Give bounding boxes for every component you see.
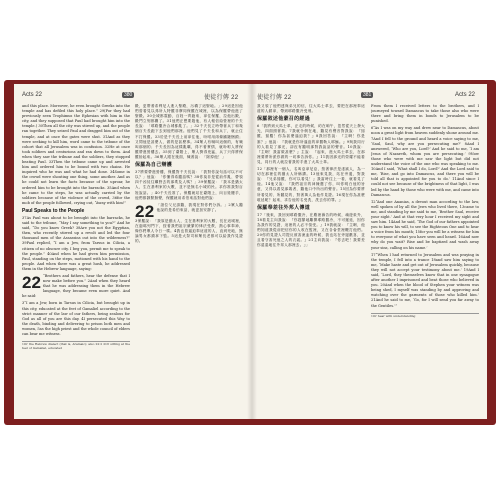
left-english-column	[22, 104, 130, 410]
book-gutter	[247, 84, 257, 419]
left-zh-heading: 保羅為自己辯護	[135, 162, 173, 169]
left-header-chinese: 使徒行傳 22	[204, 95, 239, 101]
left-en-chapter-paragraph: 22 “Brothers and fathers, hear the defense that I now make before you.” 2And when they heard that he was addressing them in the Hebrew language, they became even more quiet. And he said:	[22, 273, 130, 299]
left-header-reference: Acts 22	[22, 92, 43, 98]
left-page	[14, 84, 252, 419]
left-chinese-column	[135, 104, 243, 410]
right-en-paragraph-4: 17“When I had returned to Jerusalem and was praying in the temple, I fell into a trance 18and saw him saying to me, ‘Make haste and get out of Jerusalem quickly, because they will not accept your testimony about me.’ 19And I said, ‘Lord, they themselves know that in one synagogue after another I imprisoned and beat those who believed in you. 20And when the blood of Stephen your witness was being shed, I myself was standing by and approving and watching over the garments of those who killed him.’ 21And he said to me, ‘Go, for I will send you far away to the Gentiles.’”	[371, 252, 479, 308]
right-en-paragraph-2: 6“As I was on my way and drew near to Damascus, about noon a great light from heaven suddenly shone around me. 7And I fell to the ground and heard a voice saying to me, ‘Saul, Saul, why are you persecuting me?’ 8And I answered, ‘Who are you, Lord?’ And he said to me, ‘I am Jesus of Nazareth, whom you are persecuting.’ 9Now those who were with me saw the light but did not understand the voice of the one who was speaking to me. 10And I said, ‘What shall I do, Lord?’ And the Lord said to me, ‘Rise, and go into Damascus, and there you will be told all that is appointed for you to do.’ 11And since I could not see because of the brightness of that light, I was led by the hand by those who were with me, and came into Damascus.	[371, 126, 479, 197]
left-en-paragraph-1: and this place. Moreover, he even brought Greeks into the temple and has defiled this holy place.” 29(For they had previously seen Trophimus the Ephesian with him in the city, and they supposed that Paul had brought him into the temple.) 30Then all the city was stirred up, and the people ran together. They seized Paul and dragged him out of the temple, and at once the gates were shut. 31And as they were seeking to kill him, word came to the tribune of the cohort that all Jerusalem was in confusion. 32He at once took soldiers and centurions and ran down to them. And when they saw the tribune and the soldiers, they stopped beating Paul. 33Then the tribune came up and arrested him and ordered him to be bound with two chains. He inquired who he was and what he had done. 34Some in the crowd were shouting one thing, some another. And as he could not learn the facts because of the uproar, he ordered him to be brought into the barracks. 35And when he came to the steps, he was actually carried by the soldiers because of the violence of the crowd, 36for the mob of the people followed, crying out, “Away with him!”	[22, 104, 130, 205]
right-chinese-column	[257, 104, 365, 410]
right-english-column	[371, 104, 479, 410]
right-zh-paragraph-1: 我又領了他們達與弟兄的信，往大馬士革去，要把在那裡奉這道的人鎖拿，帶到耶路撒冷受刑。	[257, 104, 365, 114]
right-page-number: 381	[363, 92, 372, 98]
left-zh-paragraph-1: 殿，更帶著希利尼人進入聖殿，污穢了這聖地。」29這是因他們曾看見以弗所人特羅非摩同保羅在城裡，以為保羅帶他進了聖殿。30全城都震動，百姓一齊跑來，拿住保羅，拉他出殿，殿門立刻都關了。31他們正想要殺他，有人報信給營裡的千夫長說：「耶路撒冷合城都亂了。」32千夫長立時帶著兵丁和幾個百夫長跑下去到他們那裡。他們見了千夫長和兵丁，就止住不打保羅。33於是千夫長上前拿住他，吩咐用兩條鐵鏈捆鎖；又問他是甚麼人，做的是甚麼事。34眾人有喊叫這個的，有喊叫那個的；千夫長因為這樣亂嚷，得不著實情，就吩咐人將保羅帶進營樓去。35到了臺階上，眾人擠得兇猛，兵丁只得將保羅抬起來。36眾人跟在後面，喊著說：「除掉他！」	[135, 104, 243, 159]
left-footnote: 1Or the Hebrew dialect (that is, Aramaic); also 22:2 2Or sitting at the feet of Gamaliel, educated	[22, 342, 130, 351]
left-en-paragraph-2: 37As Paul was about to be brought into the barracks, he said to the tribune, “May I say something to you?” And he said, “Do you know Greek? 38Are you not the Egyptian, then, who recently stirred up a revolt and led the four thousand men of the Assassins out into the wilderness?” 39Paul replied, “I am a Jew, from Tarsus in Cilicia, a citizen of no obscure city. I beg you, permit me to speak to the people.” 40And when he had given him permission, Paul, standing on the steps, motioned with his hand to the people. And when there was a great hush, he addressed them in the Hebrew language, saying:	[22, 215, 130, 271]
right-page	[251, 84, 487, 419]
right-en-paragraph-3: 12“And one Ananias, a devout man according to the law, well spoken of by all the Jews who lived there, 13came to me, and standing by me said to me, ‘Brother Saul, receive your sight.’ And at that very hour I received my sight and saw him. 14And he said, ‘The God of our fathers appointed you to know his will, to see the Righteous One and to hear a voice from his mouth; 15for you will be a witness for him to everyone of what you have seen and heard. 16And now why do you wait? Rise and be baptized and wash away your sins, calling on his name.’	[371, 199, 479, 250]
left-zh-chapter-number: 22	[135, 201, 155, 221]
right-zh-paragraph-2: 6「我將到大馬士革，正走的時候，約在晌午，忽然從天上發大光，四面照著我。7我就仆倒在地，聽見有聲音對我說：『掃羅，掃羅！你為甚麼逼迫我？』8我回答說：『主啊！你是誰？』他說：『我就是你所逼迫的拿撒勒人耶穌。』9與我同行的人看見了那光，卻沒有聽明那對我說話的聲音。10我說：『主啊！我當做甚麼？』主說：『起來，進大馬士革去，在那裡要將所派你做的一切事告訴你。』11我因那光的榮耀不能看見，同行的人就拉著我的手進了大馬士革。	[257, 124, 365, 164]
left-zh-chapter-paragraph: 22 「諸位父兄請聽，我現在對你們分訴。」2眾人聽他說的是希伯來話，就更加安靜了。	[135, 201, 243, 221]
right-header-reference: Acts 22	[455, 92, 476, 98]
right-zh-heading-1: 保羅敘述他蒙召的經過	[257, 116, 311, 123]
right-zh-heading-2: 保羅奉差往外邦人傳道	[257, 204, 311, 211]
left-zh-paragraph-2: 37將要帶進營樓，保羅對千夫長說：「我對你說句話可以不可以？」他說：「你懂得希臘話嗎？38你莫非是從前作亂、帶領四千凶徒往曠野去的那埃及人嗎？」39保羅說：「我本是猶太人，生在基利家的大數，並不是無名小城的民。求你准我對百姓說話。」40千夫長准了。保羅就站在臺階上，向百姓擺手，他們都靜默無聲，保羅就用希伯來話對他們說：	[135, 170, 243, 200]
left-en-paragraph-4: 3“I am a Jew, born in Tarsus in Cilicia, but brought up in this city, educated at the feet of Gamaliel according to the strict manner of the law of our fathers, being zealous for God as all of you are this day. 4I persecuted this Way to the death, binding and delivering to prison both men and women, 5as the high priest and the whole council of elders can bear me witness.	[22, 301, 130, 337]
right-footnote: 1Or hear with understanding	[371, 313, 416, 318]
left-en-heading: Paul Speaks to the People	[22, 207, 85, 214]
left-page-number: 380	[124, 92, 133, 98]
left-zh-paragraph-4: 3保羅說：「我原是猶太人，生在基利家的大數，長在這城裡，在迦瑪列門下，按著我們祖宗嚴緊的律法受教，熱心事奉神，像你們眾人今日一樣。4我也曾逼迫奉這道的人，直到死地，無論男女都鎖拿下監。5這是大祭司和眾長老都可以給我作見證的。	[135, 218, 243, 244]
right-en-paragraph-1: From them I received letters to the brothers, and I journeyed toward Damascus to take those also who were there and bring them in bonds to Jerusalem to be punished.	[371, 104, 479, 124]
right-header-chinese: 使徒行傳 22	[257, 95, 292, 101]
left-en-chapter-number: 22	[22, 273, 41, 292]
right-zh-paragraph-3: 12「那裡有一個人，名叫亞拿尼亞，按著律法是虔誠人，為一切在那裡住的猶太人所稱讚。13他來見我，站在旁邊，對我說：『兄弟掃羅，你可以看見！』我當時往上一看，就看見了他。14他又說：『我們祖宗的神揀選了你，叫你明白他的旨意，又得以看見那義者，聽他口中所出的聲音。15因為你要將所看見的、所聽見的，對著萬人為他作見證。16現在你為甚麼耽延呢？起來，求告他的名受洗，洗去你的罪。』	[257, 167, 365, 202]
right-zh-paragraph-4: 17「後來，我回到耶路撒冷，在殿裡禱告的時候，魂遊象外，18看見主向我說：『你趕緊地離開耶路撒冷，不可遲延，因你為我作的見證，這裡的人必不領受。』19我就說：『主啊，他們知道我從前把信你的人收在監裡，又在各會堂裡鞭打他們。20你的見證人司提反被害流血的時候，我也站在旁邊歡喜，並且看守害死他之人的衣裳。』21主向我說：『你去吧！我要差你遠遠地往外邦人那裡去。』」	[257, 212, 365, 248]
